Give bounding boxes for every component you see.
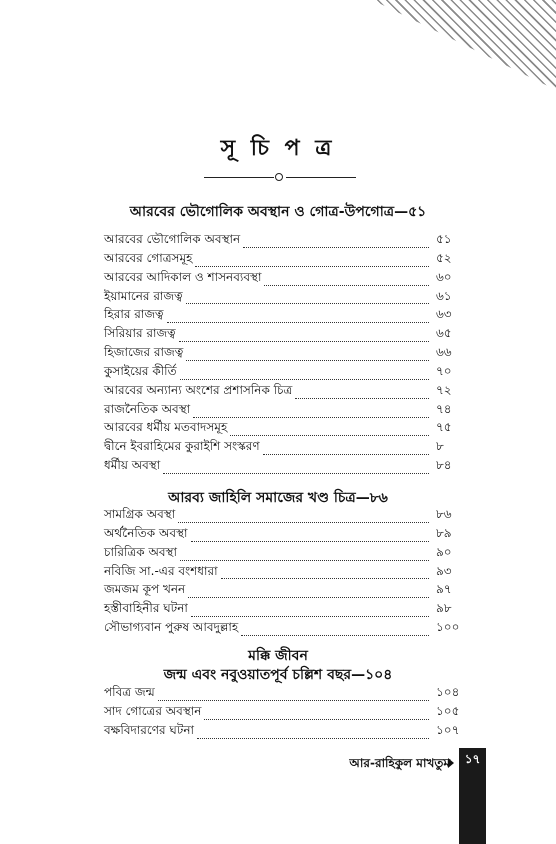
leader-dots (263, 442, 429, 455)
leader-dots (197, 726, 429, 739)
toc-entry[interactable] (104, 702, 466, 721)
toc-entry-page: ৯৮ (436, 601, 452, 616)
toc-list-birth (104, 683, 466, 740)
toc-entry-page: ১০৪ (436, 685, 460, 699)
toc-entry[interactable] (104, 418, 466, 437)
toc-entry-page: ১০৫ (436, 703, 460, 718)
toc-entry-title: কুসাইয়ের কীর্তি (104, 363, 177, 378)
toc-entry-page: ৮৪ (436, 458, 452, 473)
section-subheading-makki-life: মক্কি জীবন (248, 648, 308, 664)
toc-entry-page: ৮৬ (436, 507, 452, 521)
toc-list-geography (104, 230, 466, 475)
toc-entry-page: ৬৩ (436, 307, 452, 322)
page-number: ১৭ (464, 752, 481, 766)
toc-entry[interactable] (104, 456, 466, 475)
leader-dots (179, 329, 429, 342)
decorative-hatch-pattern (294, 0, 556, 90)
toc-entry[interactable] (104, 324, 466, 343)
leader-dots (191, 604, 429, 617)
divider-circle-icon (275, 173, 283, 181)
toc-entry-page: ৬৬ (436, 345, 452, 360)
leader-dots (178, 510, 429, 523)
toc-entry-title: সামগ্রিক অবস্থা (104, 507, 176, 521)
toc-entry[interactable] (104, 505, 466, 524)
toc-entry-page: ৭০ (436, 363, 452, 378)
toc-entry-page: ৯০ (436, 544, 452, 559)
toc-entry-title: আরবের অন্যান্য অংশের প্রশাসনিক চিত্র (104, 382, 293, 397)
toc-entry-title: আরবের আদিকাল ও শাসনব্যবস্থা (104, 269, 262, 284)
toc-entry-page: ৫২ (436, 250, 452, 265)
section-heading-birth: জন্ম এবং নবুওয়াতপূর্ব চল্লিশ বছর—১০৪ (163, 667, 393, 683)
toc-entry-title: আরবের গোত্রসমূহ (104, 250, 193, 265)
leader-dots (191, 529, 429, 542)
toc-entry[interactable] (104, 524, 466, 543)
toc-entry-page: ৭৪ (436, 401, 452, 416)
divider-line-left (204, 177, 274, 178)
toc-entry-page: ৬০ (436, 269, 452, 284)
toc-entry-title: আরবের ভৌগোলিক অবস্থান (104, 232, 241, 246)
leader-dots (186, 291, 429, 304)
toc-entry-title: সিরিয়ার রাজত্ব (104, 326, 176, 341)
toc-entry-page: ৫১ (436, 232, 452, 246)
footer-book-title: আর-রাহিকুল মাখতুম (349, 756, 450, 770)
toc-entry-title: অর্থনৈতিক অবস্থা (104, 525, 188, 540)
toc-entry-page: ৬১ (436, 288, 452, 303)
toc-entry[interactable] (104, 230, 466, 249)
toc-entry[interactable] (104, 268, 466, 287)
toc-entry[interactable] (104, 599, 466, 618)
leader-dots (241, 623, 429, 636)
leader-dots (188, 585, 429, 598)
leader-dots (193, 405, 429, 418)
leader-dots (167, 310, 429, 323)
toc-list-jahili-society (104, 505, 466, 637)
toc-entry[interactable] (104, 381, 466, 400)
toc-entry[interactable] (104, 543, 466, 562)
divider-line-right (286, 177, 356, 178)
toc-entry-title: সাদ গোত্রের অবস্থান (104, 703, 202, 718)
leader-dots (186, 348, 429, 361)
leader-dots (163, 461, 429, 474)
leader-dots (295, 386, 429, 399)
toc-entry-title: ইয়ামানের রাজত্ব (104, 288, 183, 303)
toc-entry[interactable] (104, 683, 466, 702)
leader-dots (230, 423, 429, 436)
toc-entry-page: ৮ (436, 439, 444, 454)
page-title: সূ চি প ত্র (220, 136, 336, 161)
toc-entry-page: ৯৭ (436, 582, 452, 597)
toc-entry-title: বক্ষবিদারণের ঘটনা (104, 722, 194, 737)
toc-entry-title: হিরার রাজত্ব (104, 307, 164, 322)
toc-entry-page: ৮৯ (436, 525, 452, 540)
toc-entry-title: দ্বীনে ইবরাহিমের কুরাইশি সংস্করণ (104, 439, 260, 454)
toc-entry[interactable] (104, 437, 466, 456)
leader-dots (195, 254, 429, 267)
toc-entry[interactable] (104, 362, 466, 381)
toc-entry-page: ৭২ (436, 382, 452, 397)
leader-dots (180, 367, 429, 380)
toc-entry-title: আরবের ধর্মীয় মতবাদসমূহ (104, 420, 228, 435)
toc-entry-title: জমজম কূপ খনন (104, 582, 186, 597)
toc-entry-title: পবিত্র জন্ম (104, 685, 155, 699)
toc-entry-page: ৭৫ (436, 420, 452, 435)
toc-entry-title: সৌভাগ্যবান পুরুষ আবদুল্লাহ (104, 620, 239, 635)
toc-entry[interactable] (104, 580, 466, 599)
toc-entry-page: ১০৭ (436, 722, 460, 737)
toc-entry-title: রাজনৈতিক অবস্থা (104, 401, 191, 416)
toc-entry[interactable] (104, 305, 466, 324)
toc-entry-title: হস্তীবাহিনীর ঘটনা (104, 601, 188, 616)
leader-dots (204, 707, 429, 720)
toc-entry[interactable] (104, 618, 466, 637)
section-heading-geography: আরবের ভৌগোলিক অবস্থান ও গোত্র-উপগোত্র—৫১ (129, 204, 427, 220)
toc-entry[interactable] (104, 562, 466, 581)
leader-dots (221, 566, 429, 579)
triangle-right-icon (448, 758, 454, 768)
section-heading-jahili-society: আরব্য জাহিলি সমাজের খণ্ড চিত্র—৮৬ (168, 490, 388, 506)
title-divider (204, 173, 356, 183)
toc-entry[interactable] (104, 287, 466, 306)
toc-entry-title: চারিত্রিক অবস্থা (104, 544, 177, 559)
toc-entry[interactable] (104, 721, 466, 740)
toc-entry[interactable] (104, 400, 466, 419)
toc-entry[interactable] (104, 343, 466, 362)
leader-dots (180, 548, 429, 561)
toc-entry-page: ৯৩ (436, 563, 452, 578)
toc-entry-page: ১০০ (436, 620, 460, 635)
leader-dots (158, 688, 429, 701)
toc-entry-title: নবিজি সা.-এর বংশধারা (104, 563, 218, 578)
toc-entry-title: হিজাজের রাজত্ব (104, 345, 184, 360)
toc-entry-title: ধর্মীয় অবস্থা (104, 458, 161, 473)
leader-dots (243, 235, 429, 248)
toc-entry-page: ৬৫ (436, 326, 452, 341)
toc-entry[interactable] (104, 249, 466, 268)
leader-dots (264, 273, 429, 286)
